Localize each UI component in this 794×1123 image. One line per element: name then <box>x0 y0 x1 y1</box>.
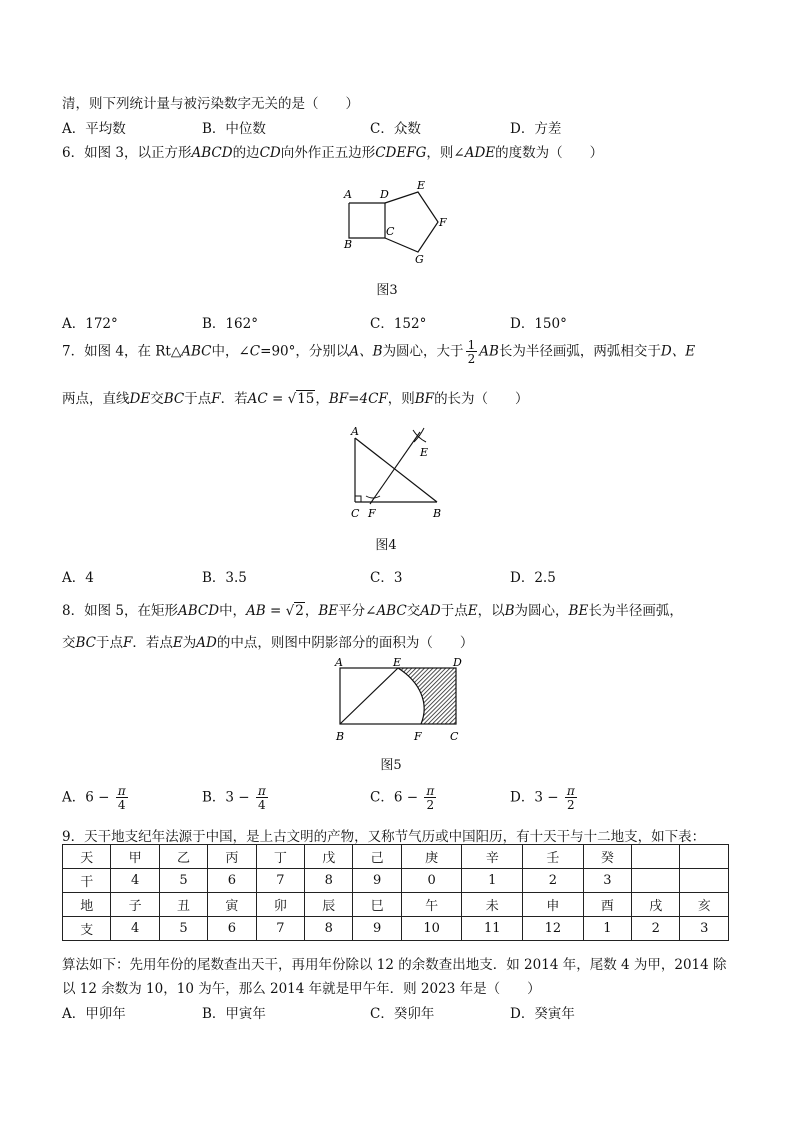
ganzhi-table <box>62 844 729 941</box>
dizhi-cell: 未 <box>462 893 523 917</box>
dizhi-cell: 亥 <box>680 893 729 917</box>
q6-stem: 6．如图 3，以正方形ABCD的边CD向外作正五边形CDEFG，则∠ADE的度数为（ ） <box>62 145 604 161</box>
dizhi-cell: 丑 <box>159 893 207 917</box>
q6-option-a[interactable]: A．172° <box>62 316 118 332</box>
number-cell: 7 <box>256 917 304 941</box>
number-cell: 12 <box>523 917 584 941</box>
number-cell <box>680 869 729 893</box>
q8-options <box>62 785 762 821</box>
sqrt-15: √15 <box>287 391 315 407</box>
number-cell: 11 <box>462 917 523 941</box>
tiangan-cell: 戊 <box>305 845 353 869</box>
figure-4 <box>340 420 455 525</box>
sqrt-2: √2 <box>285 603 304 619</box>
figure-5 <box>330 656 470 746</box>
q5-option-b[interactable]: B．中位数 <box>202 121 266 137</box>
tiangan-cell: 乙 <box>159 845 207 869</box>
figure-5-caption: 图5 <box>380 758 402 773</box>
q5-options <box>62 117 762 135</box>
header-cell: 天 <box>63 845 111 869</box>
number-cell: 9 <box>353 869 401 893</box>
number-cell: 1 <box>462 869 523 893</box>
q6-option-b[interactable]: B．162° <box>202 316 258 332</box>
q9-options <box>62 1002 762 1020</box>
number-cell: 0 <box>401 869 462 893</box>
label-e: E <box>420 446 429 459</box>
square-abcd <box>349 203 385 238</box>
q7-option-d[interactable]: D．2.5 <box>510 570 556 586</box>
q6-option-d[interactable]: D．150° <box>510 316 567 332</box>
dizhi-cell: 巳 <box>353 893 401 917</box>
header-cell: 支 <box>63 917 111 941</box>
label-b: B <box>336 730 345 743</box>
dizhi-cell: 午 <box>401 893 462 917</box>
q5-option-c[interactable]: C．众数 <box>370 121 421 137</box>
tiangan-row <box>63 845 729 869</box>
figure-3-caption: 图3 <box>376 283 398 298</box>
q8-option-c[interactable]: C．6 − $\frac{\pi}{2}$ <box>370 784 435 812</box>
q7-stem-line2: 两点，直线DE交BC于点F．若AC = √15，BF=4CF，则BF的长为（ ） <box>62 391 529 407</box>
label-f: F <box>368 507 376 520</box>
q5-option-a[interactable]: A．平均数 <box>62 121 126 137</box>
q9-algorithm-line2: 以 12 余数为 10，10 为午，那么 2014 年就是甲午年．则 2023 年是（ ） <box>62 981 541 997</box>
label-a: A <box>344 188 352 201</box>
q7-stem-line1: 7．如图 4，在 Rt△ABC中，∠C=90°，分别以A、B为圆心，大于 $\frac{1}{2}$ AB长为半径画弧，两弧相交于D、E <box>62 338 696 366</box>
number-cell: 3 <box>680 917 729 941</box>
tiangan-cell: 丙 <box>208 845 256 869</box>
tiangan-cell: 庚 <box>401 845 462 869</box>
q7-option-a[interactable]: A．4 <box>62 570 94 586</box>
number-cell: 8 <box>305 917 353 941</box>
number-cell: 5 <box>159 917 207 941</box>
q8-stem-line2: 交BC于点F．若点E为AD的中点，则图中阴影部分的面积为（ ） <box>62 635 474 651</box>
label-d: D <box>453 656 462 669</box>
q9-algorithm-line1: 算法如下：先用年份的尾数查出天干，再用年份除以 12 的余数查出地支．如 2014 年，尾数 4 为甲，2014 除 <box>62 957 727 973</box>
label-c: C <box>450 730 459 743</box>
label-b: B <box>433 507 442 520</box>
tiangan-cell: 辛 <box>462 845 523 869</box>
dizhi-cell: 卯 <box>256 893 304 917</box>
q7-options <box>62 566 762 584</box>
segment-be <box>340 668 398 724</box>
q9-intro: 9．天干地支纪年法源于中国，是上古文明的产物，又称节气历或中国阳历，有十天干与十二地支，如下表： <box>62 829 706 845</box>
dizhi-number-row <box>63 917 729 941</box>
fraction-one-half: $\frac{1}{2}$ <box>467 338 476 366</box>
number-cell: 6 <box>208 869 256 893</box>
q7-option-c[interactable]: C．3 <box>370 570 403 586</box>
dizhi-cell: 辰 <box>305 893 353 917</box>
number-cell: 2 <box>523 869 584 893</box>
number-cell: 4 <box>111 869 159 893</box>
number-cell: 4 <box>111 917 159 941</box>
tiangan-number-row <box>63 869 729 893</box>
label-c: C <box>386 225 395 238</box>
number-cell: 3 <box>583 869 631 893</box>
number-cell: 9 <box>353 917 401 941</box>
label-c: C <box>351 507 360 520</box>
tiangan-cell <box>632 845 680 869</box>
label-a: A <box>335 656 343 669</box>
q9-option-d[interactable]: D．癸寅年 <box>510 1006 575 1022</box>
label-e: E <box>417 179 426 192</box>
label-f: F <box>414 730 422 743</box>
q5-option-d[interactable]: D．方差 <box>510 121 562 137</box>
dizhi-cell: 寅 <box>208 893 256 917</box>
number-cell <box>632 869 680 893</box>
tiangan-cell: 癸 <box>583 845 631 869</box>
label-f: F <box>439 216 447 229</box>
q7-option-b[interactable]: B．3.5 <box>202 570 247 586</box>
figure-4-caption: 图4 <box>375 538 397 553</box>
shaded-region <box>398 668 456 724</box>
q8-stem-line1: 8．如图 5，在矩形ABCD中，AB = √2，BE平分∠ABC交AD于点E，以B为圆心，BE长为半径画弧， <box>62 603 683 619</box>
q9-option-c[interactable]: C．癸卯年 <box>370 1006 435 1022</box>
label-a: A <box>351 425 359 438</box>
tiangan-cell: 丁 <box>256 845 304 869</box>
number-cell: 1 <box>583 917 631 941</box>
tiangan-cell <box>680 845 729 869</box>
dizhi-cell: 申 <box>523 893 584 917</box>
header-cell: 地 <box>63 893 111 917</box>
dizhi-row <box>63 893 729 917</box>
number-cell: 7 <box>256 869 304 893</box>
q9-option-b[interactable]: B．甲寅年 <box>202 1006 266 1022</box>
dizhi-cell: 酉 <box>583 893 631 917</box>
number-cell: 10 <box>401 917 462 941</box>
label-g: G <box>415 253 424 266</box>
tiangan-cell: 甲 <box>111 845 159 869</box>
figure-3 <box>335 178 465 268</box>
header-cell: 干 <box>63 869 111 893</box>
label-d: D <box>380 188 389 201</box>
dizhi-cell: 子 <box>111 893 159 917</box>
number-cell: 5 <box>159 869 207 893</box>
dizhi-cell: 戌 <box>632 893 680 917</box>
q8-option-d[interactable]: D．3 − $\frac{\pi}{2}$ <box>510 784 575 812</box>
q8-option-a[interactable]: A．6 − $\frac{\pi}{4}$ <box>62 784 126 812</box>
tiangan-cell: 己 <box>353 845 401 869</box>
label-b: B <box>344 238 353 251</box>
q5-text: 清，则下列统计量与被污染数字无关的是（ ） <box>62 96 359 112</box>
q9-option-a[interactable]: A．甲卯年 <box>62 1006 126 1022</box>
pentagon-cdefg <box>385 192 438 252</box>
number-cell: 2 <box>632 917 680 941</box>
q6-options <box>62 312 762 330</box>
q8-option-b[interactable]: B．3 − $\frac{\pi}{4}$ <box>202 784 266 812</box>
number-cell: 6 <box>208 917 256 941</box>
q6-option-c[interactable]: C．152° <box>370 316 427 332</box>
number-cell: 8 <box>305 869 353 893</box>
tiangan-cell: 壬 <box>523 845 584 869</box>
label-e: E <box>393 656 402 669</box>
